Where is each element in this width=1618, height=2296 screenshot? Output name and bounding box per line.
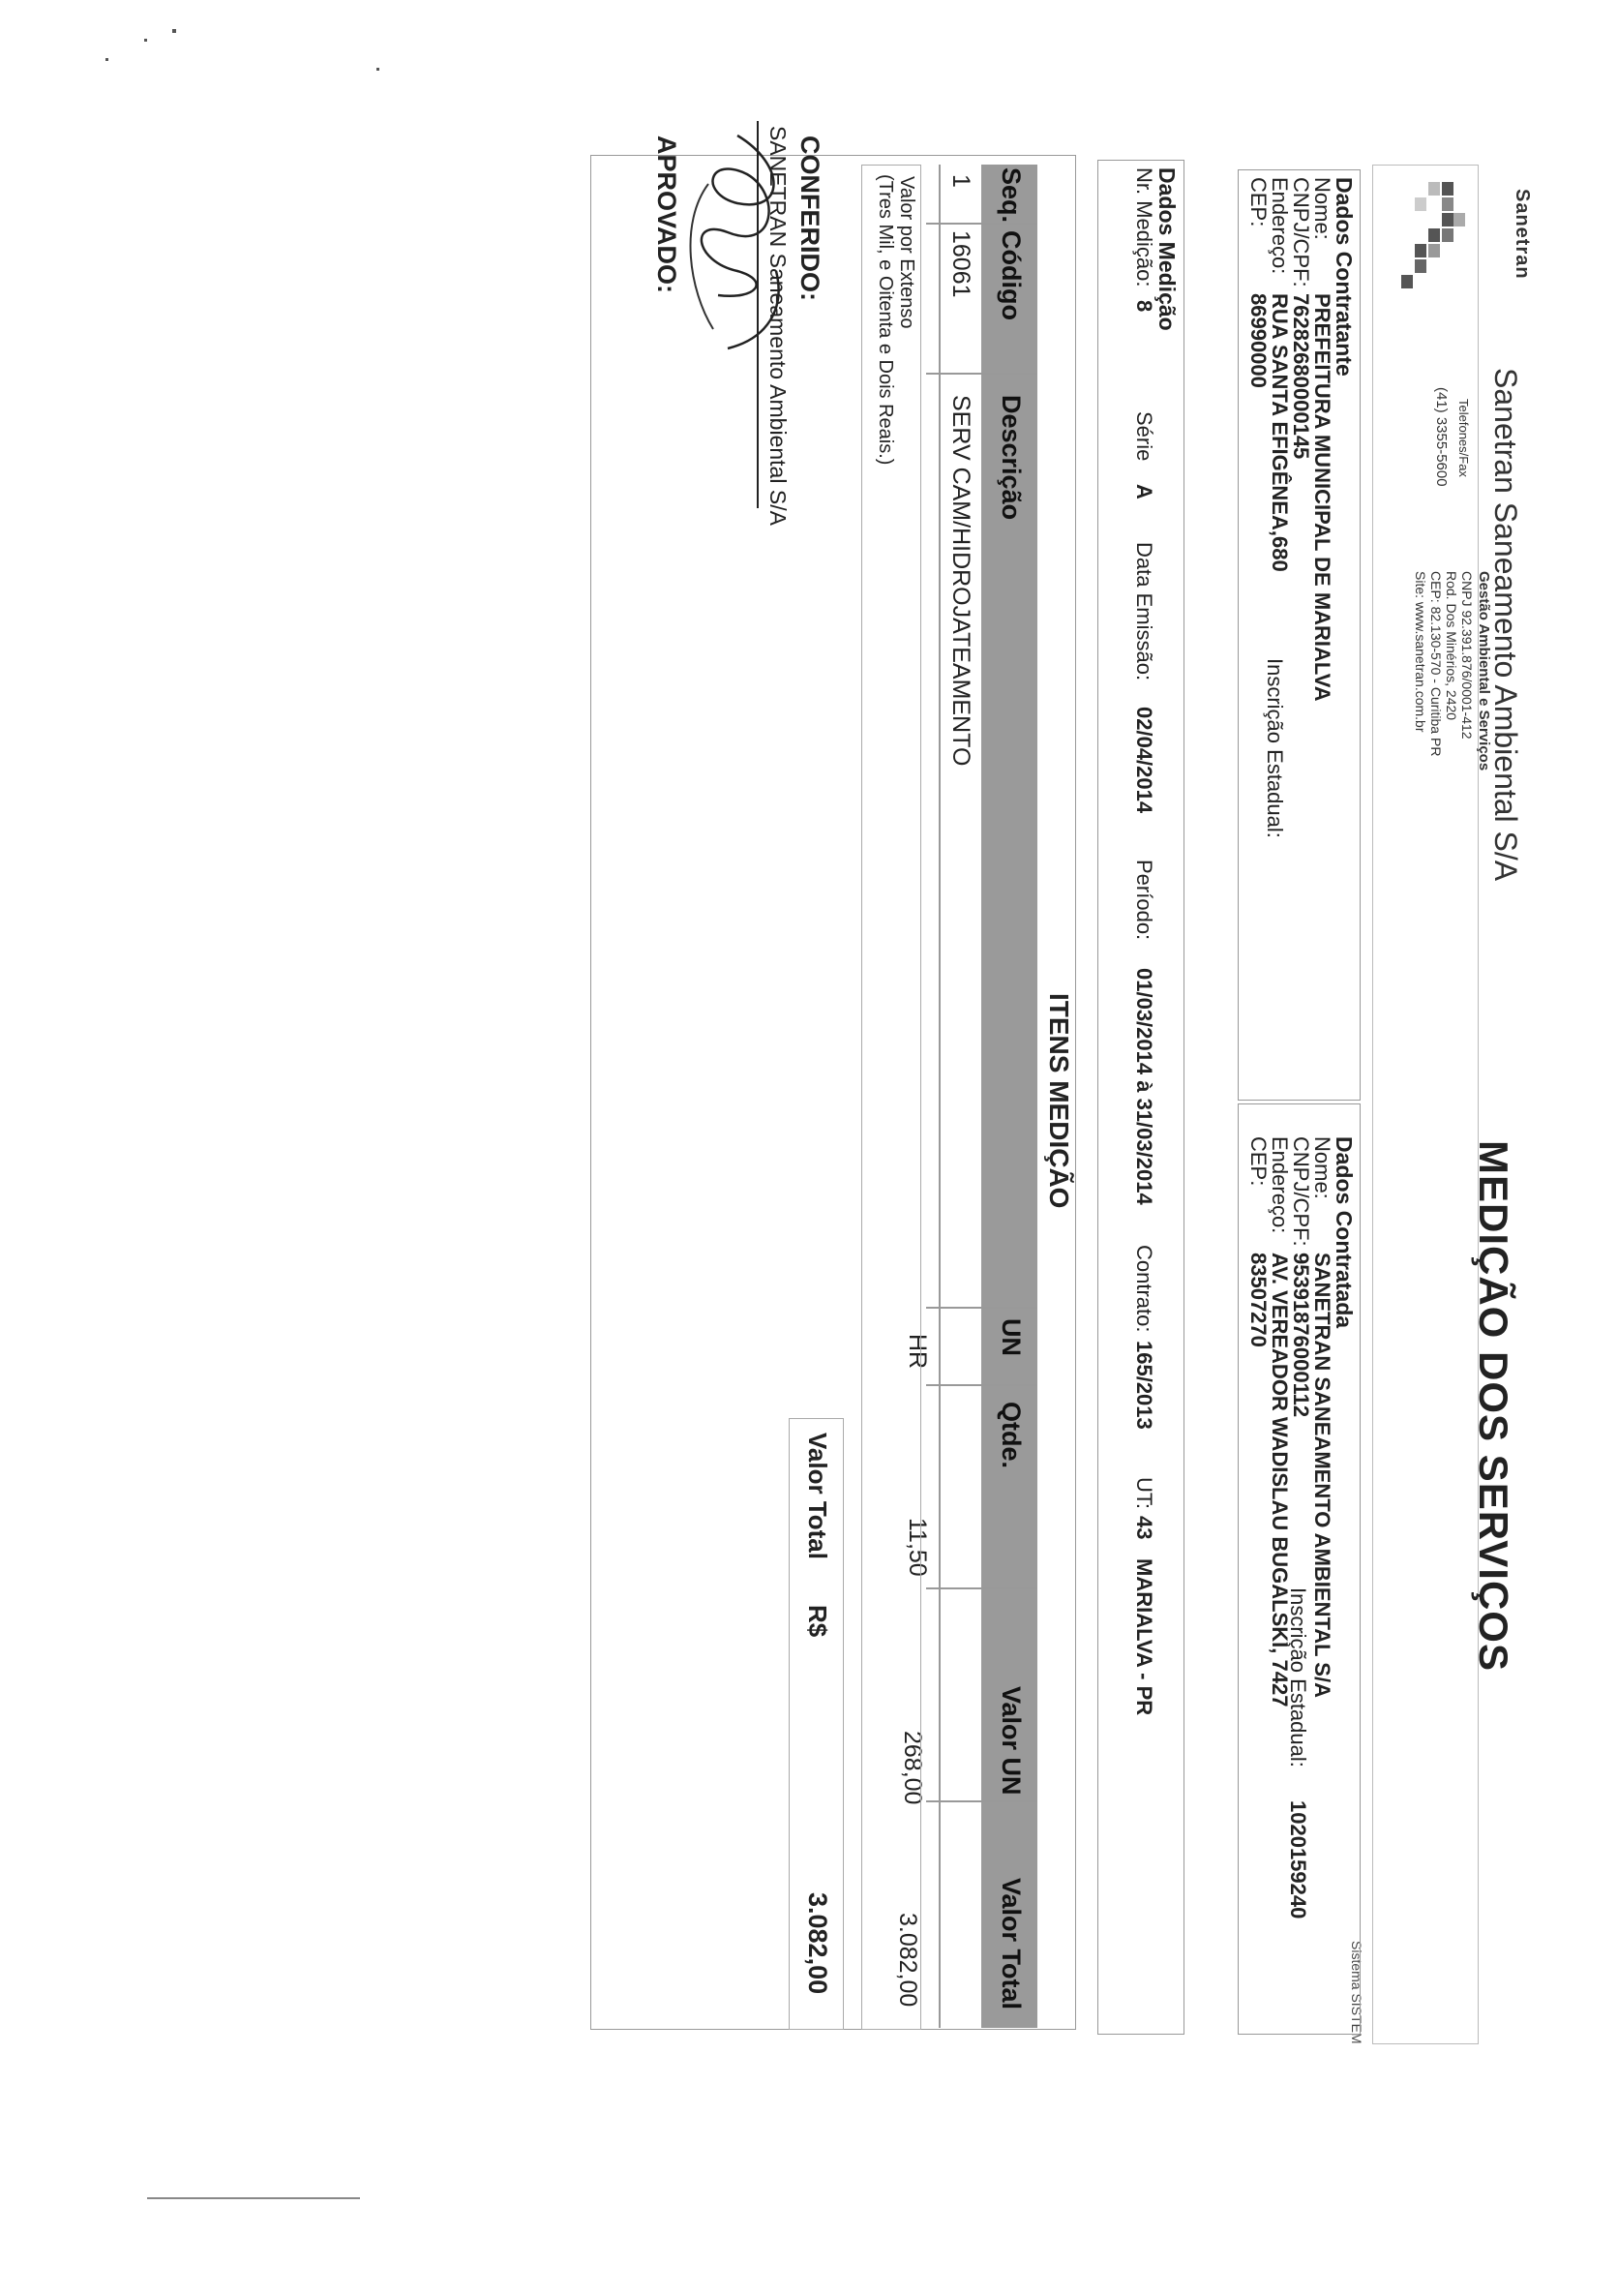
periodo-label: Período: [1132,860,1156,941]
medicao-nr-label: Nr. Medição: [1132,167,1156,287]
contratada-cnpj: 95391876000112 [1289,1253,1313,1418]
ut-value: 43 [1132,1516,1156,1540]
scan-speck [105,58,108,61]
contratante-cnpj-label: CNPJ/CPF: [1289,177,1313,287]
row-seq: 1 [947,174,974,188]
cidade-value: MARIALVA - PR [1132,1558,1156,1716]
periodo-value: 01/03/2014 à 31/03/2014 [1132,968,1156,1205]
contratante-cep-label: CEP: [1246,177,1271,227]
header-un: UN [997,1318,1026,1356]
total-currency: R$ [803,1605,832,1638]
row-valor-total: 3.082,00 [894,1913,921,2008]
contratada-cep: 83507270 [1246,1253,1271,1347]
extenso-value: (Tres Mil, e Oitenta e Dois Reais.) [875,174,896,466]
contrato-label: Contrato: [1132,1245,1156,1333]
contratada-endereco-label: Endereço: [1268,1136,1292,1234]
phone-number: (41) 3355-5600 [1433,387,1450,487]
contratante-nome: PREFEITURA MUNICIPAL DE MARIALVA [1310,293,1334,702]
contratada-cep-label: CEP: [1246,1136,1271,1187]
handwritten-signature [670,126,805,378]
company-cep: CEP: 82.130-570 - Curitiba PR [1428,571,1444,757]
scan-speck [144,39,147,42]
company-cnpj: CNPJ 92.391.876/0001-412 [1459,571,1475,740]
logo-text: Sanetran [1512,189,1533,280]
extenso-label: Valor por Extenso [896,176,917,329]
header-seq: Seq. [997,167,1026,224]
scan-speck [376,68,379,71]
medicao-title: Dados Medição [1154,167,1180,331]
contratante-cnpj: 76282680000145 [1289,293,1313,460]
contratada-nome: SANETRAN SANEAMENTO AMBIENTAL S/A [1310,1253,1334,1698]
serie-value: A [1132,484,1156,499]
data-emissao-value: 02/04/2014 [1132,707,1156,814]
system-label: Sistema SISTEM [1349,1941,1364,2044]
contratada-title: Dados Contratada [1332,1136,1357,1329]
row-qtde: 11,50 [904,1518,931,1577]
data-emissao-label: Data Emissão: [1132,542,1156,681]
row-valor-un: 268,00 [899,1731,926,1805]
scan-speck [172,29,176,33]
header-valor-total: Valor Total [997,1878,1026,2010]
ut-label: UT: [1132,1477,1156,1509]
col-sep [926,373,1037,375]
header-descricao: Descrição [997,395,1026,521]
company-logo [1368,176,1475,312]
contratante-endereco: RUA SANTA EFIGÊNEA,680 [1268,293,1292,572]
medicao-nr: 8 [1132,300,1156,313]
company-site: Site: www.sanetran.com.br [1413,571,1428,733]
conferido-label: CONFERIDO: [795,136,824,301]
header-qtde: Qtde. [997,1402,1026,1469]
row-un: HR [904,1334,931,1370]
items-title: ITENS MEDIÇÃO [1044,993,1074,1209]
contratada-ie-label: Inscrição Estadual: [1286,1587,1310,1767]
row-codigo: 16061 [947,230,974,298]
header-valor-un: Valor UN [997,1686,1026,1796]
row-sep [940,165,942,2028]
conferido-signer: SANETRAN Saneamento Ambiental S/A [765,126,791,526]
contratante-nome-label: Nome: [1310,177,1334,240]
col-sep [926,223,1037,225]
contratada-nome-label: Nome: [1310,1136,1334,1199]
contratante-cep: 86990000 [1246,293,1271,388]
col-sep [926,1587,1037,1589]
total-label: Valor Total [803,1433,832,1559]
contrato-value: 165/2013 [1132,1341,1156,1430]
scan-edge-line [147,2197,360,2199]
col-sep [926,1307,1037,1309]
row-descricao: SERV CAM/HIDROJATEAMENTO [947,395,974,767]
contratante-endereco-label: Endereço: [1268,177,1292,275]
company-address: Rod. Dos Minérios, 2420 [1444,571,1459,721]
total-value: 3.082,00 [803,1892,832,1995]
contratada-cnpj-label: CNPJ/CPF: [1289,1136,1313,1247]
company-tagline: Gestão Ambiental e Serviços [1476,571,1492,771]
contratante-ie-label: Inscrição Estadual: [1263,658,1287,838]
contratada-endereco: AV. VEREADOR WADISLAU BUGALSKI, 7427 [1268,1253,1292,1707]
phone-label: Telefones/Fax [1456,399,1471,477]
col-sep [926,1800,1037,1802]
header-codigo: Código [997,230,1026,320]
aprovado-label: APROVADO: [652,136,681,294]
contratada-ie: 1020159240 [1286,1800,1310,1919]
document-title: MEDIÇÃO DOS SERVIÇOS [1471,1140,1516,1672]
col-sep [926,1384,1037,1386]
contratante-title: Dados Contratante [1332,177,1357,377]
company-name: Sanetran Saneamento Ambiental S/A [1488,368,1523,882]
serie-label: Série [1132,411,1156,462]
